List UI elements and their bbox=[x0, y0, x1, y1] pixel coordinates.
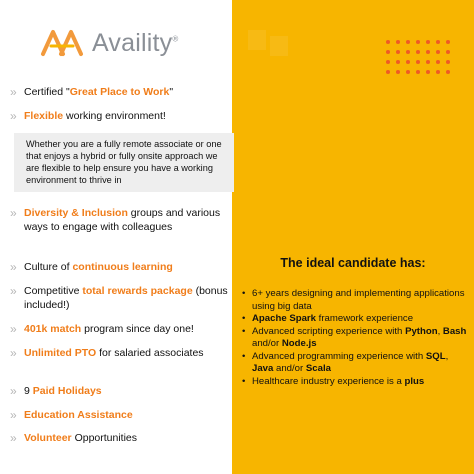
requirement-text bbox=[252, 351, 468, 376]
benefit-item bbox=[10, 86, 230, 100]
decorative-dot bbox=[406, 70, 410, 74]
benefit-highlight: Diversity & Inclusion bbox=[24, 207, 128, 219]
availity-logo-icon bbox=[40, 28, 86, 58]
requirement-item bbox=[242, 288, 468, 313]
background-shape bbox=[270, 36, 288, 56]
requirement-text-plain: 6+ years designing and implementing applications using big data bbox=[252, 288, 465, 312]
chevron-right-icon: » bbox=[10, 109, 17, 123]
decorative-dot bbox=[416, 40, 420, 44]
bullet-icon: • bbox=[242, 313, 246, 324]
benefit-highlight: total rewards package bbox=[82, 285, 193, 297]
decorative-dot bbox=[396, 60, 400, 64]
decorative-dot bbox=[446, 70, 450, 74]
chevron-right-icon: » bbox=[10, 408, 17, 422]
benefit-highlight: Unlimited PTO bbox=[24, 347, 97, 359]
bullet-icon: • bbox=[242, 350, 246, 362]
benefit-text-plain: 9 bbox=[24, 385, 33, 397]
benefit-text-plain: for salaried associates bbox=[96, 347, 204, 359]
requirement-item bbox=[242, 313, 468, 326]
benefit-text-plain: " bbox=[169, 86, 174, 98]
requirement-text-plain: and/or bbox=[252, 338, 282, 349]
decorative-dot bbox=[396, 70, 400, 74]
requirement-item bbox=[242, 351, 468, 376]
benefit-text-plain: (bonus included!) bbox=[24, 285, 228, 311]
benefit-text-plain: program since day one! bbox=[81, 323, 194, 335]
bullet-icon: • bbox=[242, 375, 246, 387]
benefit-highlight: Volunteer bbox=[24, 432, 72, 444]
requirement-keyword: Apache Spark bbox=[252, 313, 316, 324]
benefit-text bbox=[24, 261, 230, 275]
requirement-text bbox=[252, 313, 413, 326]
decorative-dot bbox=[406, 40, 410, 44]
requirement-keyword: Bash bbox=[442, 325, 467, 337]
candidate-title: The ideal candidate has: bbox=[280, 256, 426, 270]
chevron-right-icon: » bbox=[10, 85, 17, 99]
decorative-dot bbox=[436, 60, 440, 64]
requirement-text bbox=[252, 376, 424, 389]
benefit-text bbox=[24, 385, 230, 399]
requirement-keyword: Scala bbox=[305, 363, 331, 374]
decorative-dot bbox=[446, 60, 450, 64]
decorative-dot bbox=[436, 40, 440, 44]
bullet-icon: • bbox=[242, 325, 246, 337]
requirement-text-plain: Advanced scripting experience with bbox=[252, 325, 406, 337]
chevron-right-icon: » bbox=[10, 384, 17, 398]
benefit-text bbox=[24, 347, 230, 361]
benefit-item bbox=[10, 261, 230, 275]
requirement-text-plain: Advanced programming experience with bbox=[252, 350, 426, 362]
requirement-text-plain: , bbox=[445, 350, 449, 362]
requirement-text-plain: framework experience bbox=[316, 313, 414, 324]
decorative-dot bbox=[386, 40, 390, 44]
benefit-item bbox=[10, 207, 230, 234]
benefit-item bbox=[10, 432, 230, 446]
benefit-item bbox=[10, 323, 230, 337]
left-panel bbox=[0, 0, 232, 474]
flexibility-callout: Whether you are a fully remote associate or one that enjoys a hybrid or fully onsite approach we are flexible to help ensure you have a working environment to thrive in bbox=[14, 133, 234, 192]
benefit-text bbox=[24, 432, 230, 446]
requirement-keyword: Java bbox=[252, 363, 274, 374]
benefit-text bbox=[24, 323, 230, 337]
logo-wordmark: Availity® bbox=[92, 28, 179, 57]
benefit-highlight: continuous learning bbox=[72, 261, 173, 273]
decorative-dot bbox=[386, 70, 390, 74]
decorative-dot bbox=[426, 70, 430, 74]
benefit-highlight: Paid Holidays bbox=[32, 385, 102, 397]
chevron-right-icon: » bbox=[10, 322, 17, 336]
decorative-dot bbox=[396, 50, 400, 54]
decorative-dot bbox=[446, 50, 450, 54]
requirement-text-plain: , bbox=[437, 325, 443, 337]
benefit-highlight: Education Assistance bbox=[24, 409, 133, 421]
decorative-dot bbox=[406, 60, 410, 64]
decorative-dot bbox=[386, 50, 390, 54]
benefit-item bbox=[10, 347, 230, 361]
decorative-dot bbox=[436, 50, 440, 54]
benefit-text-plain: Competitive bbox=[24, 285, 83, 297]
benefit-highlight: Flexible bbox=[24, 110, 64, 122]
chevron-right-icon: » bbox=[10, 260, 17, 274]
benefit-item bbox=[10, 409, 230, 423]
chevron-right-icon: » bbox=[10, 206, 17, 220]
requirement-text bbox=[252, 326, 468, 351]
decorative-dot bbox=[426, 60, 430, 64]
decorative-dot bbox=[406, 50, 410, 54]
chevron-right-icon: » bbox=[10, 346, 17, 360]
benefit-text bbox=[24, 409, 230, 423]
requirement-text-plain: Healthcare industry experience is a bbox=[252, 375, 405, 387]
benefit-item bbox=[10, 285, 230, 312]
requirement-keyword: Python bbox=[405, 325, 438, 337]
decorative-dot bbox=[416, 50, 420, 54]
decorative-dot bbox=[416, 70, 420, 74]
requirement-keyword: plus bbox=[404, 375, 425, 387]
benefit-highlight: Great Place to Work bbox=[69, 86, 170, 98]
requirement-keyword: Node.js bbox=[281, 338, 317, 349]
benefit-text-plain: working environment! bbox=[63, 110, 166, 122]
benefit-item bbox=[10, 110, 230, 124]
benefit-text-plain: Culture of bbox=[24, 261, 73, 273]
chevron-right-icon: » bbox=[10, 431, 17, 445]
decorative-dot bbox=[446, 40, 450, 44]
requirement-text bbox=[252, 288, 468, 313]
decorative-dot bbox=[436, 70, 440, 74]
requirement-keyword: SQL bbox=[425, 350, 446, 362]
bullet-icon: • bbox=[242, 288, 246, 299]
background-shape bbox=[248, 30, 266, 50]
decorative-dot bbox=[416, 60, 420, 64]
requirement-item bbox=[242, 326, 468, 351]
benefit-text-plain: groups and various ways to engage with colleagues bbox=[24, 207, 221, 233]
benefit-text bbox=[24, 207, 230, 234]
benefit-item bbox=[10, 385, 230, 399]
chevron-right-icon: » bbox=[10, 284, 17, 298]
decorative-dot bbox=[396, 40, 400, 44]
benefit-text-plain: Opportunities bbox=[71, 432, 138, 444]
benefit-text-plain: Certified " bbox=[24, 86, 70, 98]
benefit-highlight: 401k match bbox=[24, 323, 82, 335]
benefit-text bbox=[24, 86, 230, 100]
dot-grid-decoration bbox=[386, 40, 456, 76]
requirement-item bbox=[242, 376, 468, 389]
decorative-dot bbox=[426, 50, 430, 54]
benefit-text bbox=[24, 110, 230, 124]
benefit-text bbox=[24, 285, 230, 312]
decorative-dot bbox=[386, 60, 390, 64]
logo bbox=[40, 28, 178, 58]
decorative-dot bbox=[426, 40, 430, 44]
candidate-requirements-list bbox=[242, 288, 468, 388]
requirement-text-plain: and/or bbox=[273, 363, 306, 374]
